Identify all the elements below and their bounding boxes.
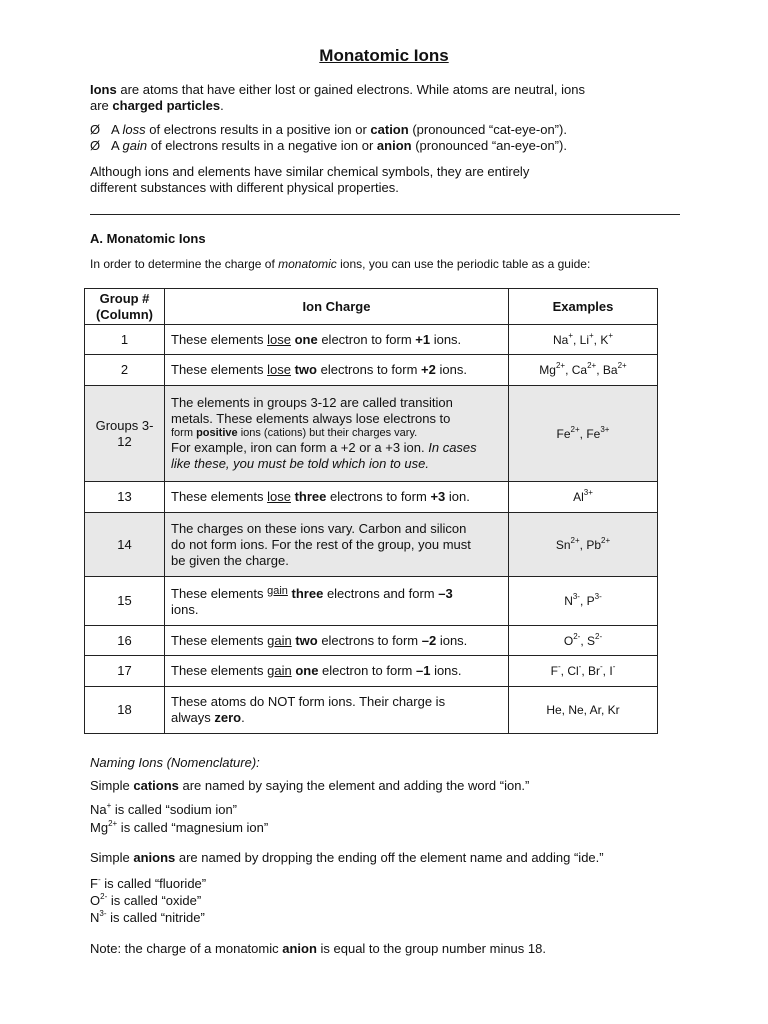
intro-text: . [220,98,224,113]
cell-italic: like these, you must be told which ion to use. [171,456,429,471]
bullet-text: of electrons results in a negative ion or [147,138,377,153]
header-examples: Examples [509,289,658,325]
ion-charge: 3- [572,592,580,601]
term-monatomic: monatomic [278,257,337,271]
examples-cell: $Mg^{2+}$, $Ca^{2+}$, $Ba^{2+}$ [509,355,658,386]
ion-symbol: S [587,633,596,648]
ion-symbol: Sn [555,537,571,552]
header-text: Group # [99,290,150,306]
cell-text: ions. [436,632,468,648]
bullet-text: A [110,138,123,153]
ion-symbol: F [90,876,98,891]
section-heading: A. Monatomic Ions [90,231,206,246]
ion-charge: 3- [99,909,107,918]
ion-charge: 2- [595,631,603,641]
verb: gain [267,632,292,648]
cell-text: . [241,710,245,725]
table-row [85,386,658,482]
ion-charge: 3+ [600,424,610,434]
divider [90,214,680,215]
examples-cell: $Sn^{2+}$, $Pb^{2+}$ [509,513,658,577]
rule-text: Simple [90,850,134,865]
ion-charge: - [600,662,603,671]
ion-charge: 2+ [108,819,118,828]
cell-line: ions. [171,601,199,617]
verb: lose [267,331,291,347]
table-row [85,626,658,656]
bullet-icon: Ø [90,122,101,137]
intro-text: are atoms that have either lost or gained electrons. While atoms are neutral, ions [116,82,585,97]
cell-text: These elements [171,489,268,504]
term-positive: positive [196,427,238,439]
amount: three [294,489,327,504]
ion-symbol: Ca [571,363,588,377]
ion-charge: 3- [594,592,602,601]
example-text: is called “oxide” [107,893,202,908]
ion-charge: + [589,330,594,340]
cell-text: always [171,710,215,725]
cell-line: be given the charge. [171,552,289,568]
cell-text: These elements [171,331,268,347]
examples-cell: He, Ne, Ar, Kr [509,687,658,734]
charge-cell [165,482,509,513]
cell-text: ions. [430,663,462,678]
group-cell: 16 [85,626,165,656]
ion-symbol: Al [573,490,584,504]
charge-value: –1 [415,663,431,678]
cell-text: electron to form [318,663,416,678]
cell-line: The charges on these ions vary. Carbon and silicon [171,520,467,536]
anions-rule [90,850,604,866]
ion-symbol: P [586,594,595,608]
intro-text: are [90,98,113,113]
ion-symbol: Mg [90,820,109,835]
cell-text: These elements [171,585,268,601]
cell-text: For example, iron can form a +2 or a +3 ion. [171,440,429,455]
ion-symbol: O [90,893,101,908]
ion-charge: 2+ [617,361,627,370]
term-charged-particles: charged particles [112,98,221,113]
intro-paragraph [90,82,690,114]
term-anions: anions [133,850,176,865]
ion-symbol: I [609,664,613,678]
header-charge: Ion Charge [165,289,509,325]
paragraph-line: Although ions and elements have similar chemical symbols, they are entirely [90,164,530,179]
term-zero: zero [214,710,242,725]
term-anion: anion [376,138,412,153]
term-loss: loss [122,122,146,137]
group-cell: 18 [85,687,165,734]
example-text: is called “nitride” [106,910,205,925]
example-text: is called “magnesium ion” [117,820,269,835]
example-text: is called “fluoride” [100,876,207,891]
paragraph-line: different substances with different physical properties. [90,180,399,195]
table-row [85,513,658,577]
note-text: is equal to the group number minus 18. [316,941,546,956]
ion-charge: - [97,875,101,884]
ion-symbol: Cl [567,664,579,678]
ion-charge: 2- [100,892,108,901]
group-cell: 17 [85,656,165,687]
ion-symbol: Pb [586,537,602,552]
cell-text: electron to form [317,331,416,347]
cell-text: ions. [430,331,462,347]
term-ions: Ions [90,82,117,97]
ion-symbol: F [550,664,558,678]
charge-value: –2 [421,632,437,648]
group-cell: Groups 3-12 [85,386,165,482]
charge-cell [165,513,509,577]
examples-cell: $Fe^{2+}$, $Fe^{3+}$ [509,386,658,482]
cell-line [171,427,502,440]
ion-symbol: Na [90,802,107,817]
ion-symbol: N [90,910,100,925]
charge-cell [165,386,509,482]
ion-charge: 2+ [601,535,611,545]
bullet-text: (pronounced “an-eye-on”). [411,138,567,153]
cell-line: These atoms do NOT form ions. Their charge is [171,694,446,709]
guide-text: ions, you can use the periodic table as a guide: [336,257,591,271]
group-cell: 14 [85,513,165,577]
cell-text: These elements [171,362,268,377]
charge-cell [165,577,509,626]
example-fluoride [90,876,206,892]
cell-line [171,440,502,456]
ion-charge: 2+ [555,361,566,370]
ion-charge: + [568,330,573,340]
examples-cell: $N^{3-}$, $P^{3-}$ [509,577,658,626]
cell-text: electrons to form [316,362,422,377]
cell-text: These elements [171,632,268,648]
cations-rule [90,778,529,794]
amount: two [295,632,318,648]
bullet-text: A [110,122,123,137]
ion-symbol: Na [552,332,569,347]
term-anion: anion [282,941,317,956]
bullet-icon: Ø [90,138,101,153]
bullet-gain [90,138,710,154]
cell-text: form [171,427,197,439]
verb: gain [267,663,292,678]
ion-symbol: K [600,332,609,347]
naming-heading: Naming Ions (Nomenclature): [90,755,260,770]
table-row [85,577,658,626]
cell-line: The elements in groups 3-12 are called transition [171,395,453,410]
term-cation: cation [370,122,409,137]
ion-charge: + [608,330,614,340]
table-header-row [85,289,658,325]
cell-line [171,585,502,602]
charge-cell [165,687,509,734]
ion-symbol: Br [588,664,600,678]
ion-symbol: Fe [586,426,601,441]
ion-symbol: Fe [556,426,571,441]
cell-line: do not form ions. For the rest of the group, you must [171,536,471,552]
ion-charge: 2- [573,631,581,641]
page-title: Monatomic Ions [319,46,449,65]
note-text: Note: the charge of a monatomic [90,941,283,956]
ion-charge: - [612,662,616,671]
ion-charge: 2+ [587,361,597,370]
example-magnesium [90,820,268,836]
cell-text: These elements [171,663,268,678]
ion-charge-table [84,288,658,734]
section-intro [90,256,590,272]
amount: two [294,362,317,377]
cell-italic: In cases [428,440,477,455]
term-cations: cations [133,778,179,793]
ion-charge: - [557,662,561,671]
group-cell: 1 [85,325,165,355]
bullet-text: of electrons results in a positive ion or [145,122,371,137]
charge-cell [165,626,509,656]
example-nitride [90,910,205,926]
header-text: (Column) [95,306,154,322]
charge-cell [165,325,509,355]
charge-cell [165,355,509,386]
rule-text: are named by dropping the ending off the element name and adding “ide.” [175,850,604,865]
amount: one [294,331,318,347]
charge-cell [165,656,509,687]
difference-paragraph [90,164,710,196]
cell-text: electrons to form [326,489,431,504]
amount: one [295,663,319,678]
cell-text: electrons and form [323,585,439,601]
ion-symbol: O [563,633,574,648]
ion-charge: 2+ [570,535,580,545]
amount: three [291,585,324,601]
ion-symbol: N [564,594,573,608]
examples-cell: Na+, Li+, K+ [509,325,658,355]
rule-text: are named by saying the element and adding the word “ion.” [178,778,530,793]
ion-symbol: Ba [602,363,618,377]
example-sodium [90,802,237,818]
group-cell: 2 [85,355,165,386]
ion-charge: 2+ [570,424,580,434]
table-row [85,656,658,687]
example-oxide [90,893,201,909]
cell-text: electrons to form [317,632,422,648]
ion-symbol: Mg [539,363,556,377]
examples-cell: F-, Cl-, Br-, I- [509,656,658,687]
ion-charge: + [106,801,112,810]
bullet-loss [90,122,710,138]
cell-text: ion. [445,489,470,504]
table-row [85,482,658,513]
guide-text: In order to determine the charge of [90,257,279,271]
examples-cell: $O^{2-}$, $S^{2-}$ [509,626,658,656]
term-gain: gain [122,138,148,153]
verb: lose [267,362,291,377]
ion-charge: - [578,662,582,671]
example-text: is called “sodium ion” [111,802,238,817]
charge-value: +2 [421,362,436,377]
cell-line [171,710,502,726]
ion-symbol: Li [579,332,589,347]
rule-text: Simple [90,778,134,793]
group-cell: 13 [85,482,165,513]
cell-text: ions. [435,362,467,377]
cell-line: metals. These elements always lose electrons to [171,411,451,426]
bullet-text: (pronounced “cat-eye-on”). [408,122,567,137]
cell-text: ions (cations) but their charges vary. [237,427,418,439]
table-row [85,687,658,734]
table-row [85,325,658,355]
group-cell: 15 [85,577,165,626]
examples-cell [509,482,658,513]
table-row [85,355,658,386]
charge-value: –3 [438,585,453,601]
header-group [85,289,165,325]
bullet-list [90,122,710,154]
verb: gain [267,584,288,597]
charge-value: +1 [415,331,431,347]
ion-charge: 3+ [583,488,593,497]
anion-charge-note [90,941,546,957]
verb: lose [267,489,291,504]
charge-value: +3 [430,489,446,504]
